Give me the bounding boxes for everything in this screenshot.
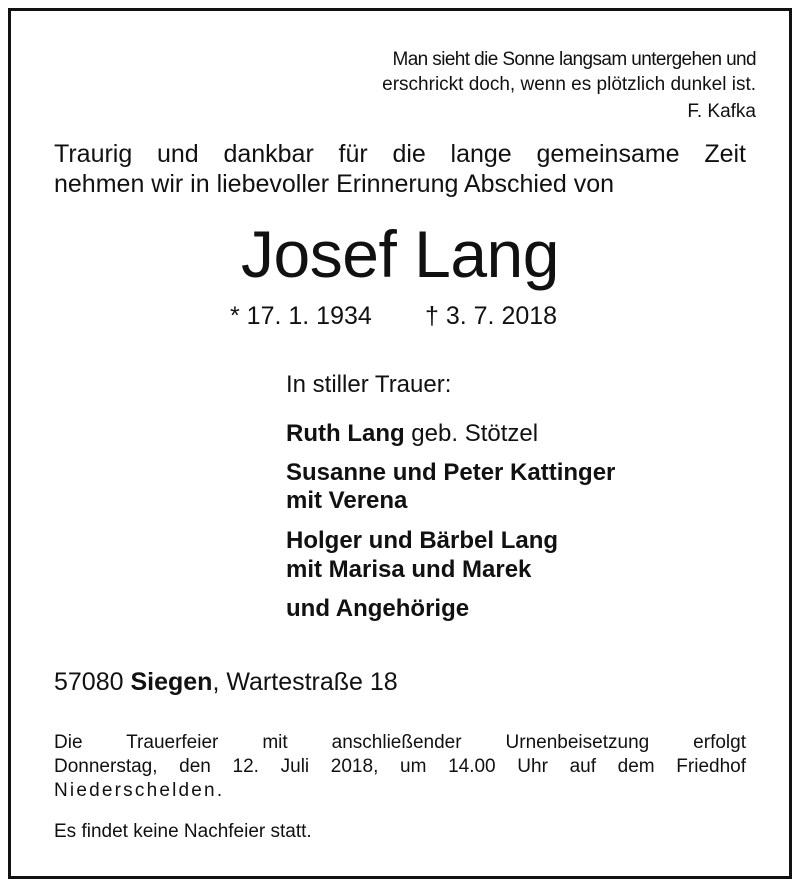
intro-line-1: Traurig und dankbar für die lange gemeinsame Zeit bbox=[54, 140, 746, 168]
mourner-entry-1 bbox=[286, 419, 538, 448]
mourner-entry-1-suffix: geb. Stötzel bbox=[404, 420, 539, 447]
address-city: Siegen bbox=[130, 668, 213, 696]
mourner-entry-2-line-2: mit Verena bbox=[286, 487, 408, 514]
death-date: † 3. 7. 2018 bbox=[425, 302, 558, 330]
birth-date: * 17. 1. 1934 bbox=[230, 302, 372, 330]
service-notice-line-1: Die Trauerfeier mit anschließender Urnenbeisetzung erfolgt bbox=[54, 732, 746, 753]
mourner-entry-1-name: Ruth Lang bbox=[286, 420, 405, 447]
address-line bbox=[54, 667, 398, 697]
address-street: , Wartestraße 18 bbox=[212, 668, 398, 696]
mourner-entry-3-line-2: mit Marisa und Marek bbox=[286, 556, 532, 583]
address-zip: 57080 bbox=[54, 668, 131, 696]
service-notice-line-2: Donnerstag, den 12. Juli 2018, um 14.00 Uhr auf dem Friedhof bbox=[54, 756, 746, 777]
reception-notice: Es findet keine Nachfeier statt. bbox=[54, 821, 312, 842]
quote-line-2: erschrickt doch, wenn es plötzlich dunkel ist. bbox=[382, 74, 756, 95]
deceased-name: Josef Lang bbox=[241, 217, 559, 291]
mourners-heading: In stiller Trauer: bbox=[286, 371, 452, 398]
quote-line-1: Man sieht die Sonne langsam untergehen und bbox=[392, 49, 756, 70]
quote-author: F. Kafka bbox=[687, 101, 756, 122]
service-notice-line-3: Niederschelden. bbox=[54, 780, 225, 801]
intro-line-2: nehmen wir in liebevoller Erinnerung Abschied von bbox=[54, 170, 615, 198]
mourner-entry-4: und Angehörige bbox=[286, 595, 470, 622]
mourner-entry-2-line-1: Susanne und Peter Kattinger bbox=[286, 459, 616, 486]
mourner-entry-3-line-1: Holger und Bärbel Lang bbox=[286, 527, 559, 554]
